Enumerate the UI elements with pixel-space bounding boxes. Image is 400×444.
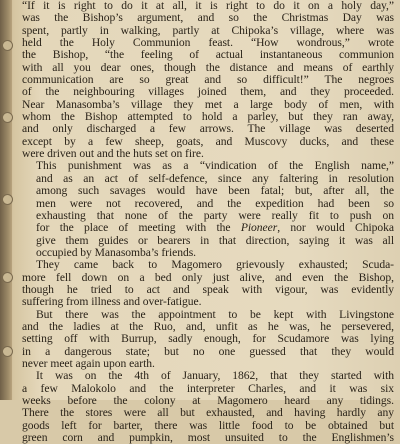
text-line: and only discharged a few arrows. The village was deserted bbox=[22, 122, 394, 136]
text-line: This punishment was as a “vindication of the English name,” bbox=[36, 159, 394, 173]
text-line: But there was the appointment to be kept with Livingstone bbox=[36, 307, 394, 321]
text-line: exhausting that none of the party were really fit to push on bbox=[36, 208, 394, 222]
text-line: Near Manasomba’s village they met a large body of men, with bbox=[22, 97, 394, 111]
binding-hole bbox=[2, 40, 13, 51]
text-line: with all you dear ones, though the distance and means of earthly bbox=[22, 60, 394, 74]
text-line: “If it is right to do it at all, it is right to do it on a holy day,” bbox=[22, 0, 394, 12]
text-line: It was on the 4th of January, 1862, that they started with bbox=[36, 369, 394, 383]
body-text bbox=[22, 0, 394, 444]
text-line: They came back to Magomero grievously exhausted; Scuda- bbox=[36, 258, 394, 272]
binding-hole bbox=[2, 272, 13, 283]
text-line: the Bishop, “the feeling of actual instantaneous communion bbox=[22, 48, 394, 62]
text-line: held the Holy Communion feast. “How wondrous,” wrote bbox=[22, 36, 394, 50]
binding-hole bbox=[2, 112, 13, 123]
text-line: occupied by Manasomba’s friends. bbox=[36, 245, 197, 259]
text-line: communication are so great and so difficult!” The negroes bbox=[22, 73, 394, 87]
text-line: give them guides or bearers in that direction, saying it was all bbox=[36, 233, 394, 247]
text-line: men were not recovered, and the expedition had been so bbox=[36, 196, 394, 210]
text-line: spent, partly in walking, partly at Chipoka’s village, where was bbox=[22, 23, 394, 37]
text-line: were driven out and the huts set on fire. bbox=[22, 147, 204, 161]
text-line: in a dangerous state; but no one guessed that they would bbox=[22, 344, 394, 358]
text-line: green corn and pumpkin, most unsuited to the Englishmen’s bbox=[22, 431, 394, 444]
text-line: whom the Bishop attempted to hold a parley, but they ran away, bbox=[22, 110, 394, 124]
text-line: was the Bishop’s argument, and so the Christmas Day was bbox=[22, 11, 394, 25]
binding-hole bbox=[2, 346, 13, 357]
text-line: and as an act of self-defence, since any faltering in resolution bbox=[36, 171, 394, 185]
text-line: suffering from illness and over-fatigue. bbox=[22, 295, 202, 309]
text-line: though he tried to act and speak with vigour, was evidently bbox=[22, 282, 394, 296]
text-line: setting off with Burrup, sadly enough, for Scudamore was lying bbox=[22, 332, 394, 346]
text-line: and the ladies at the Ruo, and, unfit as he was, he persevered, bbox=[22, 319, 394, 333]
text-line: weeks before the colony at Magomero heard any tidings. bbox=[22, 394, 394, 407]
text-line: among such savages would have been fatal; but, after all, the bbox=[36, 184, 394, 198]
binding-hole bbox=[2, 194, 13, 205]
text-line: never meet again upon earth. bbox=[22, 356, 155, 370]
text-line: except by a few sheep, goats, and Muscovy ducks, and these bbox=[22, 134, 394, 148]
text-line: a few Malokolo and the interpreter Charles, and it was six bbox=[22, 381, 394, 395]
text-line: There the stores were all but exhausted, and having hardly any bbox=[22, 406, 394, 420]
text-line: for the place of meeting with the Pioneer, nor would Chipoka bbox=[36, 221, 394, 235]
text-line: goods left for barter, there was little food to be obtained but bbox=[22, 418, 394, 432]
text-line: of the neighbouring villages joined them, and they proceeded. bbox=[22, 85, 394, 99]
text-line: more fell down on a bed only just alive, and even the Bishop, bbox=[22, 270, 394, 284]
